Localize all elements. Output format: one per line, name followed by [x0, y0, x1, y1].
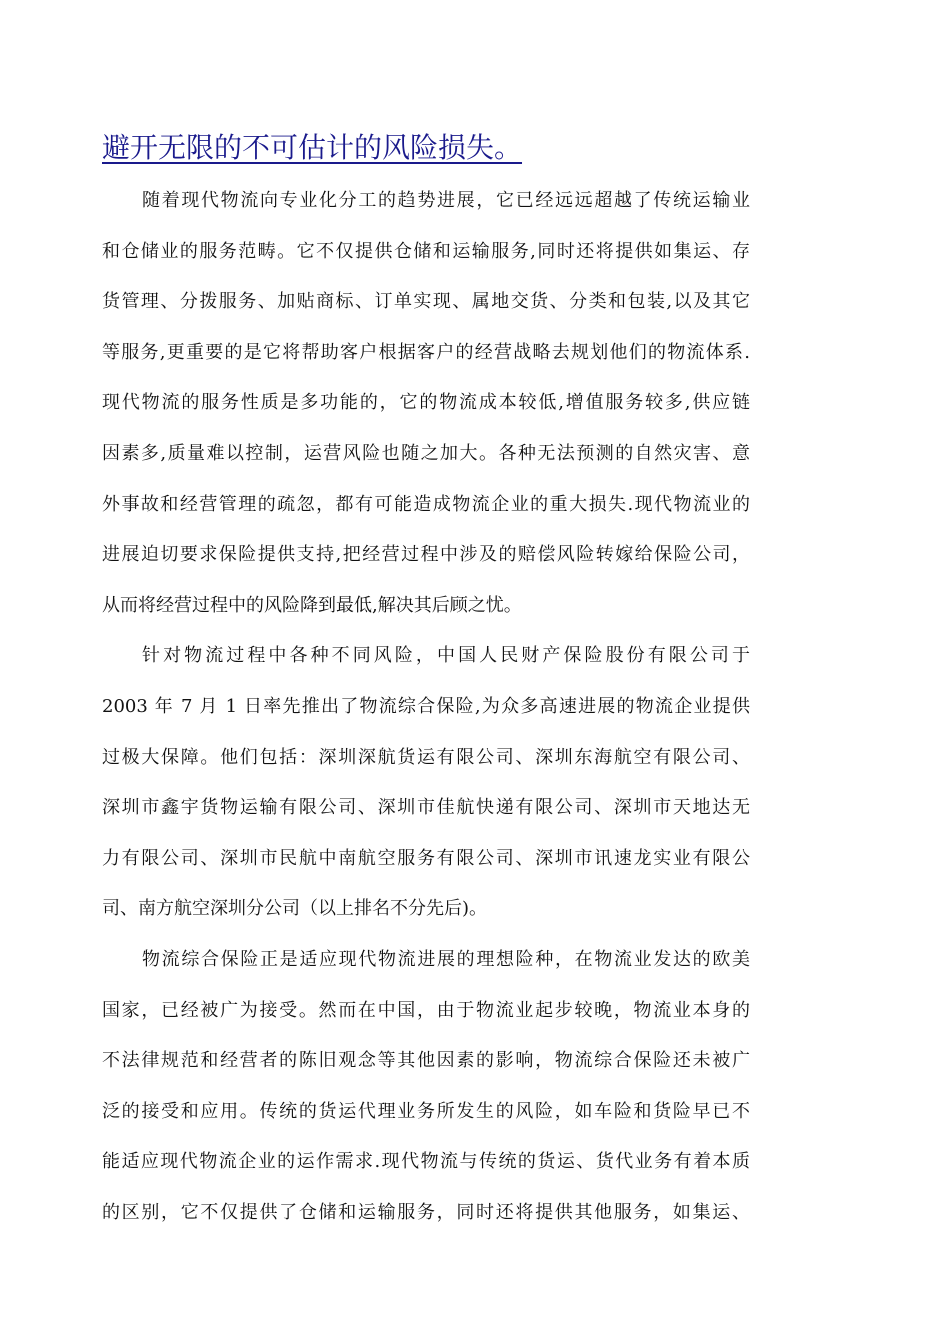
- text-line: 和仓储业的服务范畴。它不仅提供仓储和运输服务,同时还将提供如集运、存: [102, 240, 750, 262]
- text-line: 泛的接受和应用。传统的货运代理业务所发生的风险，如车险和货险早已不: [102, 1100, 750, 1122]
- text-line: 司、南方航空深圳分公司（以上排名不分先后)。: [102, 898, 488, 920]
- text-line: 针对物流过程中各种不同风险，中国人民财产保险股份有限公司于: [142, 645, 750, 667]
- text-line: 物流综合保险正是适应现代物流进展的理想险种，在物流业发达的欧美: [142, 948, 750, 970]
- text-line: 2003 年 7 月 1 日率先推出了物流综合保险,为众多高速进展的物流企业提供: [102, 695, 750, 717]
- text-line: 因素多,质量难以控制，运营风险也随之加大。各种无法预测的自然灾害、意: [102, 442, 750, 464]
- paragraph-1: [102, 176, 750, 631]
- paragraph-3: [102, 935, 750, 1239]
- text-line: 随着现代物流向专业化分工的趋势进展，它已经远远超越了传统运输业: [142, 190, 750, 211]
- body-text: [102, 176, 750, 1238]
- text-line: 力有限公司、深圳市民航中南航空服务有限公司、深圳市讯速龙实业有限公: [102, 847, 750, 869]
- text-line: 不法律规范和经营者的陈旧观念等其他因素的影响，物流综合保险还未被广: [102, 1050, 750, 1072]
- text-line: 深圳市鑫宇货物运输有限公司、深圳市佳航快递有限公司、深圳市天地达无: [102, 797, 750, 819]
- text-line: 从而将经营过程中的风险降到最低,解决其后顾之忧。: [102, 594, 522, 616]
- text-line: 的区别，它不仅提供了仓储和运输服务，同时还将提供其他服务，如集运、: [102, 1201, 750, 1223]
- paragraph-2: [102, 631, 750, 935]
- text-line: 现代物流的服务性质是多功能的，它的物流成本较低,增值服务较多,供应链: [102, 392, 750, 414]
- text-line: 过极大保障。他们包括：深圳深航货运有限公司、深圳东海航空有限公司、: [102, 746, 750, 768]
- text-line: 等服务,更重要的是它将帮助客户根据客户的经营战略去规划他们的物流体系.: [102, 341, 750, 363]
- text-line: 外事故和经营管理的疏忽，都有可能造成物流企业的重大损失.现代物流业的: [102, 493, 750, 515]
- section-heading: 避开无限的不可估计的风险损失。: [102, 131, 523, 164]
- text-line: 国家，已经被广为接受。然而在中国，由于物流业起步较晚，物流业本身的: [102, 999, 750, 1021]
- text-line: 进展迫切要求保险提供支持,把经营过程中涉及的赔偿风险转嫁给保险公司，: [102, 544, 750, 566]
- text-line: 货管理、分拨服务、加贴商标、订单实现、属地交货、分类和包装,以及其它: [102, 291, 750, 313]
- text-line: 能适应现代物流企业的运作需求.现代物流与传统的货运、货代业务有着本质: [102, 1151, 750, 1173]
